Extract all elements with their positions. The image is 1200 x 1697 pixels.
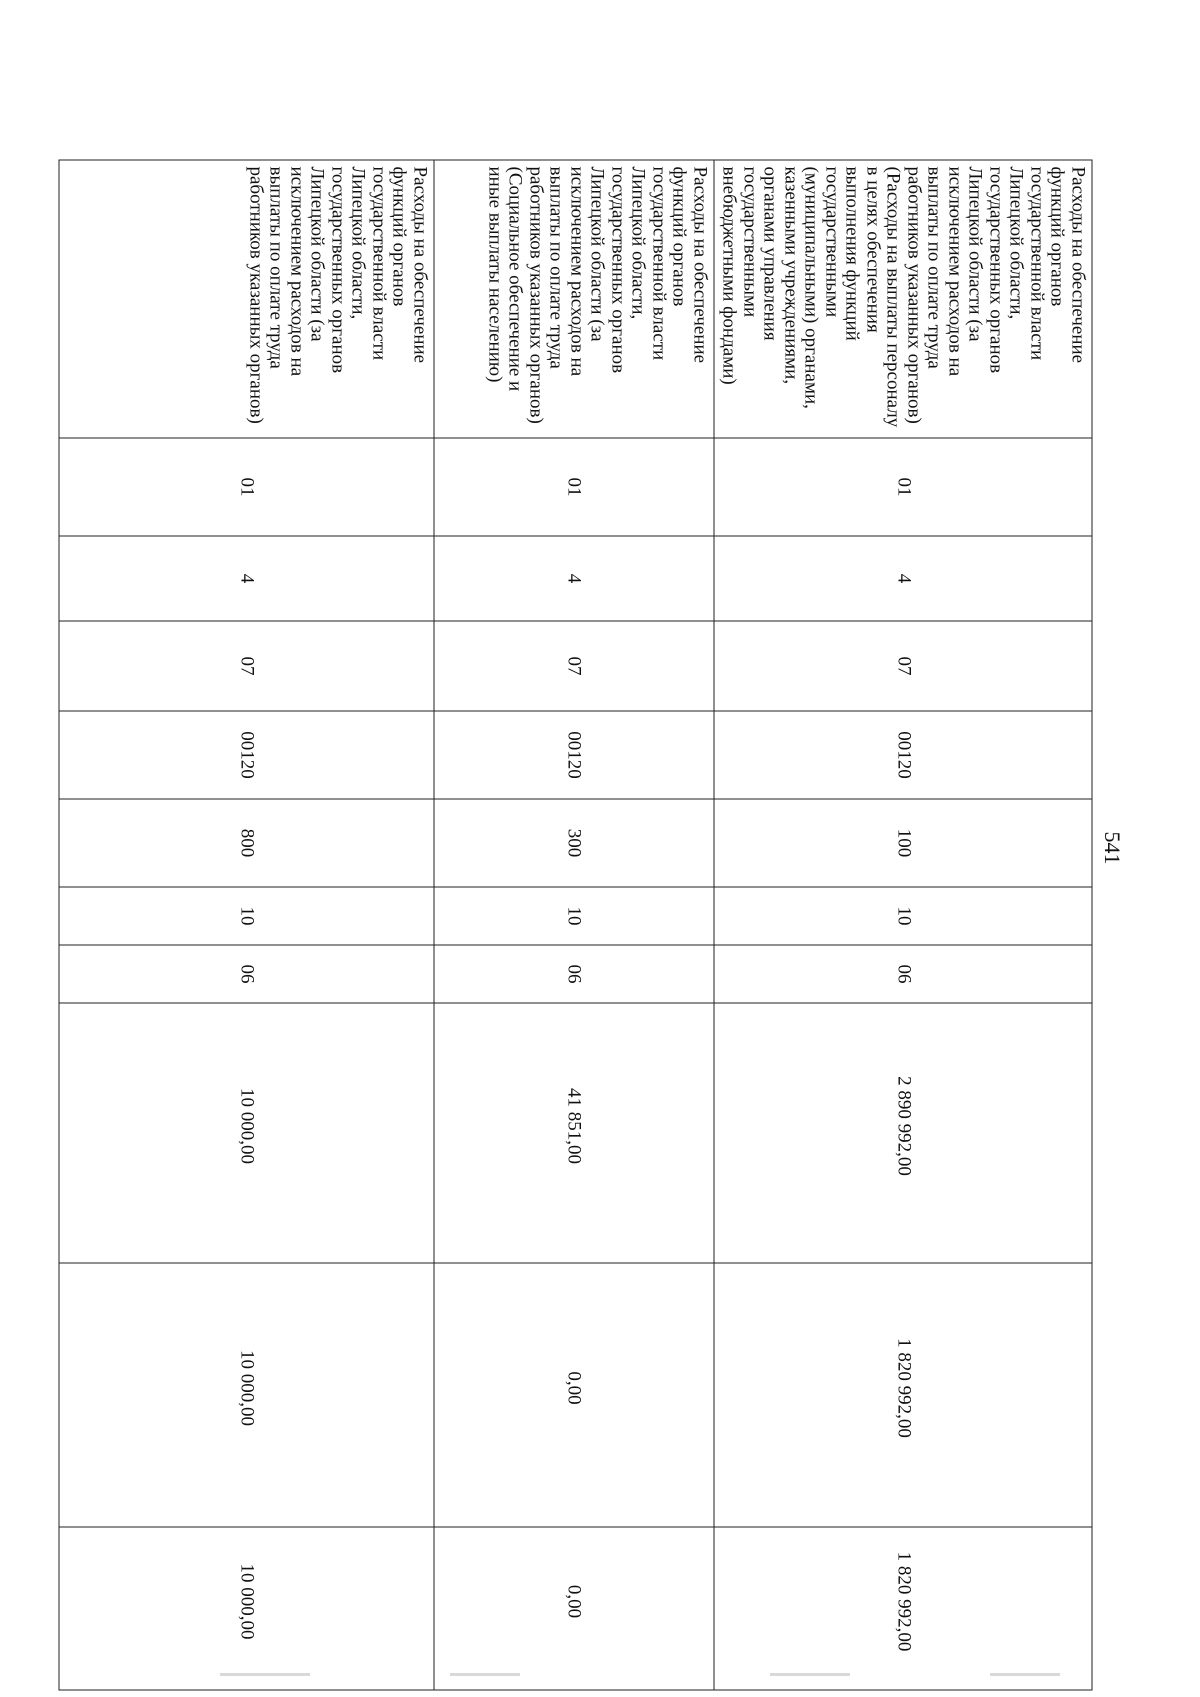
code-cell: 07 xyxy=(714,621,1092,711)
code-cell: 800 xyxy=(59,799,434,887)
amount-cell: 10 000,00 xyxy=(59,1527,434,1690)
code-cell: 01 xyxy=(434,438,714,536)
amount-cell: 0,00 xyxy=(434,1263,714,1527)
code-cell: 06 xyxy=(59,945,434,1003)
code-cell: 10 xyxy=(59,887,434,945)
code-cell: 00120 xyxy=(434,711,714,799)
budget-table xyxy=(58,159,1092,1690)
amount-cell: 41 851,00 xyxy=(434,1003,714,1263)
code-cell: 4 xyxy=(434,536,714,621)
amount-cell: 10 000,00 xyxy=(59,1263,434,1527)
amount-cell: 2 890 992,00 xyxy=(714,1003,1092,1263)
row-description: Расходы на обеспечение функций органов государственной власти Липецкой области, государственных органов Липецкой области (за исключением расходов на выплаты по оплате труда работников указанных органов) (Расходы на выплаты персоналу в целях обеспечения выполнения функций государственными (муниципальными) органами, казенными учреждениями, органами управления государственными внебюджетными фондами) xyxy=(714,160,1092,438)
scan-mark xyxy=(220,1673,310,1676)
code-cell: 4 xyxy=(714,536,1092,621)
amount-cell: 0,00 xyxy=(434,1527,714,1690)
code-cell: 07 xyxy=(59,621,434,711)
code-cell: 01 xyxy=(714,438,1092,536)
scan-artifacts xyxy=(0,1673,1200,1679)
code-cell: 01 xyxy=(59,438,434,536)
page-number: 541 xyxy=(1100,831,1125,865)
rotated-table-frame xyxy=(108,159,1093,1689)
code-cell: 100 xyxy=(714,799,1092,887)
code-cell: 00120 xyxy=(714,711,1092,799)
row-description: Расходы на обеспечение функций органов государственной власти Липецкой области, государственных органов Липецкой области (за исключением расходов на выплаты по оплате труда работников указанных органов) xyxy=(59,160,434,438)
table-row xyxy=(434,160,714,1690)
row-description: Расходы на обеспечение функций органов государственной власти Липецкой области, государственных органов Липецкой области (за исключением расходов на выплаты по оплате труда работников указанных органов) (Социальное обеспечение и иные выплаты населению) xyxy=(434,160,714,438)
code-cell: 10 xyxy=(434,887,714,945)
code-cell: 06 xyxy=(714,945,1092,1003)
code-cell: 300 xyxy=(434,799,714,887)
code-cell: 4 xyxy=(59,536,434,621)
amount-cell: 1 820 992,00 xyxy=(714,1527,1092,1690)
code-cell: 07 xyxy=(434,621,714,711)
table-row xyxy=(59,160,434,1690)
scan-mark xyxy=(770,1673,850,1676)
scan-mark xyxy=(990,1673,1060,1676)
code-cell: 10 xyxy=(714,887,1092,945)
code-cell: 00120 xyxy=(59,711,434,799)
amount-cell: 1 820 992,00 xyxy=(714,1263,1092,1527)
table-row xyxy=(714,160,1092,1690)
amount-cell: 10 000,00 xyxy=(59,1003,434,1263)
scan-mark xyxy=(450,1673,520,1676)
code-cell: 06 xyxy=(434,945,714,1003)
